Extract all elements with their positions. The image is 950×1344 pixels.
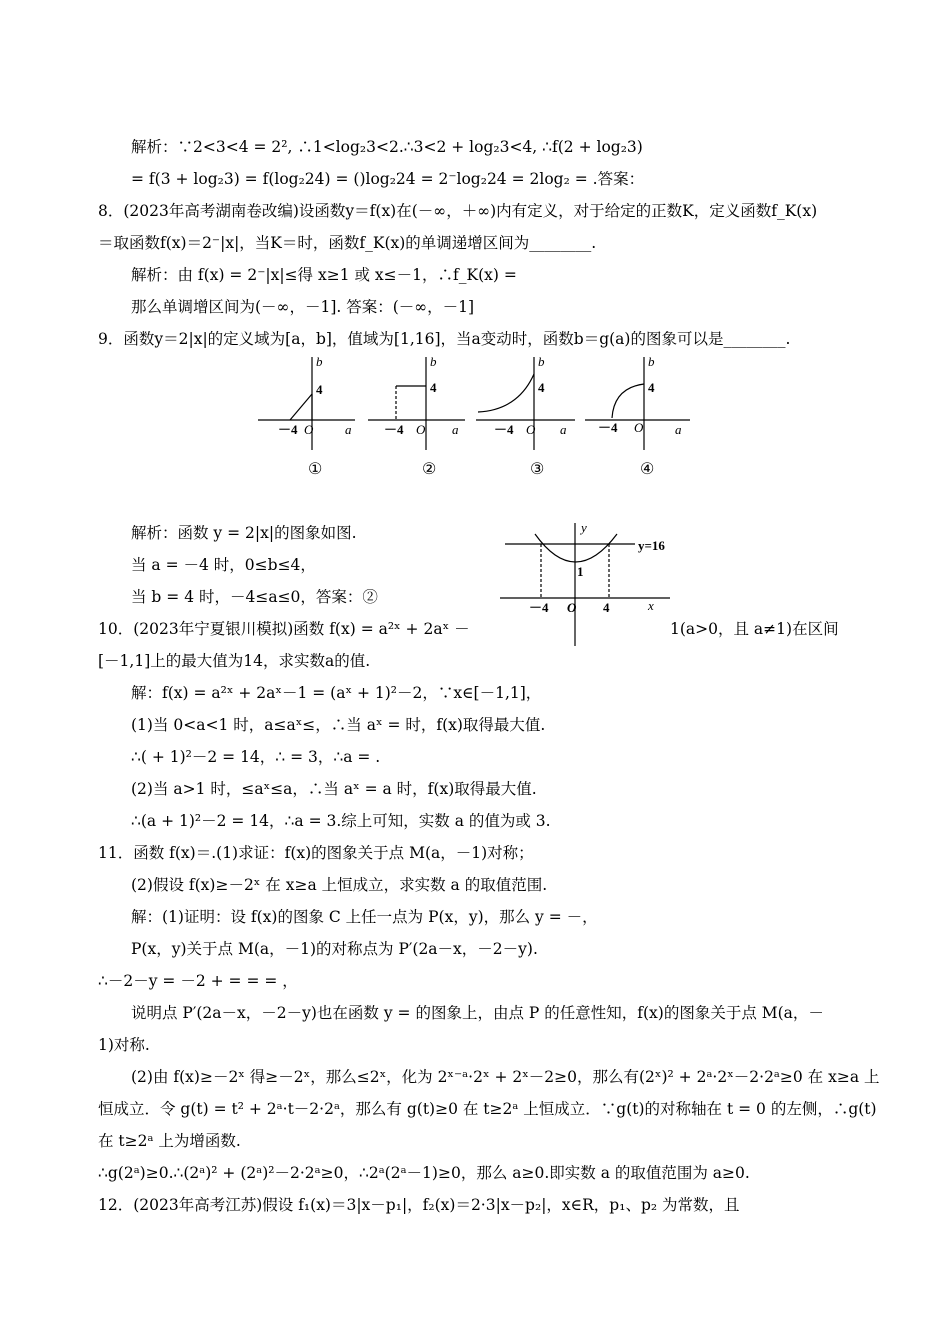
axis-b-label-4: b: [648, 354, 655, 369]
q9-question: 9．函数y＝2|x|的定义域为[a，b]，值域为[1,16]，当a变动时，函数b＝g(a)的图象可以是________.: [98, 330, 791, 348]
q9-solution-line1: 解析：函数 y = 2|x|的图象如图.: [131, 524, 357, 542]
axis-a-label-3: a: [560, 422, 567, 437]
q10-question-line1-end: 1(a>0，且 a≠1)在区间: [670, 620, 839, 638]
q7-solution-line2: = f(3 + log₂3) = f(log₂24) = ()log₂24 = 2⁻log₂24 = 2log₂ = .答案：: [131, 170, 645, 188]
q8-question-line1: 8．(2023年高考湖南卷改编)设函数y＝f(x)在(－∞，＋∞)内有定义，对于给定的正数K，定义函数f_K(x): [98, 202, 818, 220]
solution-tick-1: 1: [577, 564, 584, 579]
q8-question-line2: ＝取函数f(x)＝2⁻|x|，当K＝时，函数f_K(x)的单调递增区间为________.: [98, 234, 597, 252]
solution-origin: O: [567, 600, 577, 615]
q10-solution-line5: ∴(a + 1)²－2 = 14，∴a = 3.综上可知，实数 a 的值为或 3.: [131, 812, 551, 830]
q9-option-graphs: [250, 352, 710, 482]
q9-solution-graph: [495, 518, 685, 648]
q10-solution-line4: (2)当 a>1 时，≤aˣ≤a，∴当 aˣ = a 时，f(x)取得最大值.: [131, 780, 537, 798]
tick-4-2: 4: [430, 380, 437, 395]
axis-a-label-1: a: [345, 422, 352, 437]
q11-question-line2: (2)假设 f(x)≥－2ˣ 在 x≥a 上恒成立，求实数 a 的取值范围.: [131, 876, 548, 894]
q10-solution-line3: ∴( + 1)²－2 = 14，∴ = 3，∴a = .: [131, 748, 381, 766]
option-label-2: ②: [422, 461, 437, 478]
tick-neg4-3: －4: [494, 422, 514, 437]
q12-question-line1: 12．(2023年高考江苏)假设 f₁(x)＝3|x－p₁|，f₂(x)＝2·3|x－p₂|，x∈R，p₁、p₂ 为常数，且: [98, 1196, 740, 1214]
q11-solution-line3: ∴－2－y = －2 + = = = ，: [98, 972, 298, 990]
q11-solution-line9: ∴g(2ᵃ)≥0.∴(2ᵃ)² + (2ᵃ)²－2·2ᵃ≥0，∴2ᵃ(2ᵃ－1)≥0，那么 a≥0.即实数 a 的取值范围为 a≥0.: [98, 1164, 750, 1182]
q11-question-line1: 11．函数 f(x)＝.(1)求证：f(x)的图象关于点 M(a，－1)对称；: [98, 844, 534, 862]
q11-solution-line1: 解：(1)证明：设 f(x)的图象 C 上任一点为 P(x，y)，那么 y = －，: [131, 908, 598, 926]
q8-solution-line1: 解析：由 f(x) = 2⁻|x|≤得 x≥1 或 x≤－1，∴f_K(x) =: [131, 266, 517, 284]
q11-solution-line5: 1)对称.: [98, 1036, 150, 1054]
axis-b-label-3: b: [538, 354, 545, 369]
solution-line-label: y=16: [638, 538, 665, 553]
tick-4-4: 4: [648, 380, 655, 395]
option-label-3: ③: [530, 461, 545, 478]
q11-solution-line2: P(x，y)关于点 M(a，－1)的对称点为 P′(2a－x，－2－y).: [131, 940, 538, 958]
tick-neg4-4: －4: [598, 420, 618, 435]
q11-solution-line6: (2)由 f(x)≥－2ˣ 得≥－2ˣ，那么≤2ˣ，化为 2ˣ⁻ᵃ·2ˣ + 2ˣ－2≥0，那么有(2ˣ)² + 2ᵃ·2ˣ－2·2ᵃ≥0 在 x≥a 上: [131, 1068, 880, 1086]
option-label-4: ④: [640, 461, 655, 478]
q9-solution-line2: 当 a = －4 时，0≤b≤4，: [131, 556, 316, 574]
tick-4-3: 4: [538, 380, 545, 395]
q10-question-line1-start: 10．(2023年宁夏银川模拟)函数 f(x) = a²ˣ + 2aˣ －: [98, 620, 470, 638]
q7-solution-line1: 解析：∵2<3<4 = 2², ∴1<log₂3<2.∴3<2 + log₂3<4, ∴f(2 + log₂3): [131, 138, 643, 156]
axis-b-label-2: b: [430, 354, 437, 369]
solution-tick-neg4: －4: [529, 600, 549, 615]
q8-solution-line2: 那么单调增区间为(－∞，－1]. 答案：(－∞，－1]: [131, 298, 475, 316]
q11-solution-line4: 说明点 P′(2a－x，－2－y)也在函数 y = 的图象上，由点 P 的任意性知，f(x)的图象关于点 M(a，－: [131, 1004, 824, 1022]
solution-axis-y: y: [581, 520, 587, 535]
q11-solution-line8: 在 t≥2ᵃ 上为增函数.: [98, 1132, 241, 1150]
tick-4-1: 4: [316, 382, 323, 397]
q10-question-line2: [－1,1]上的最大值为14，求实数a的值.: [98, 652, 371, 670]
solution-tick-4: 4: [603, 600, 610, 615]
origin-label-1: O: [304, 422, 314, 437]
q10-solution-line2: (1)当 0<a<1 时，a≤aˣ≤，∴当 aˣ = 时，f(x)取得最大值.: [131, 716, 546, 734]
q9-solution-line3: 当 b = 4 时，－4≤a≤0，答案：②: [131, 588, 378, 606]
axis-a-label-4: a: [675, 422, 682, 437]
origin-label-3: O: [526, 422, 536, 437]
tick-neg4-1: －4: [278, 422, 298, 437]
q11-solution-line7: 恒成立．令 g(t) = t² + 2ᵃ·t－2·2ᵃ，那么有 g(t)≥0 在 t≥2ᵃ 上恒成立．∵g(t)的对称轴在 t = 0 的左侧，∴g(t): [98, 1100, 877, 1118]
axis-a-label-2: a: [452, 422, 459, 437]
solution-axis-x: x: [648, 598, 654, 613]
origin-label-2: O: [416, 422, 426, 437]
q10-solution-line1: 解：f(x) = a²ˣ + 2aˣ－1 = (aˣ + 1)²－2，∵x∈[－1,1]，: [131, 684, 542, 702]
axis-b-label-1: b: [316, 354, 323, 369]
option-label-1: ①: [308, 461, 323, 478]
origin-label-4: O: [634, 420, 644, 435]
tick-neg4-2: －4: [384, 422, 404, 437]
